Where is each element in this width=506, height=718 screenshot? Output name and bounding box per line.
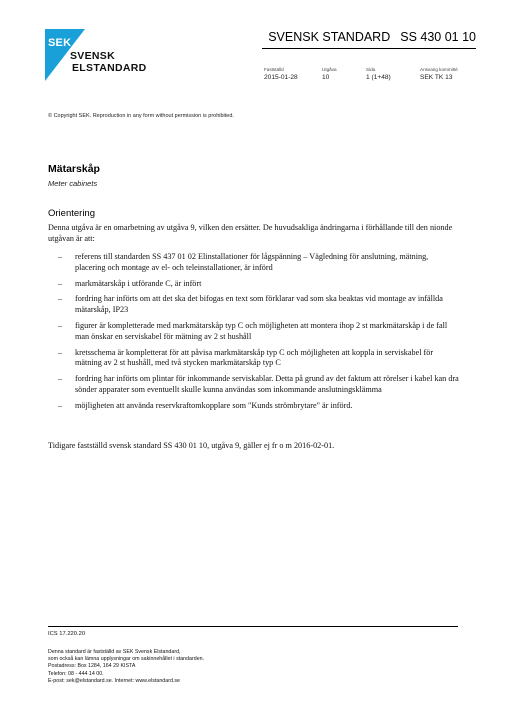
meta-value-sida: 1 (1+48) bbox=[366, 74, 391, 81]
list-dash: – bbox=[58, 294, 63, 304]
footer-line: som också kan lämna upplysningar om sakinnehållet i standarden. bbox=[48, 656, 205, 663]
document-subtitle: Meter cabinets bbox=[48, 179, 98, 188]
list-item-text: figurer är kompletterade med markmätarskåp typ C och möjligheten att montera ihop 2 st markmätarskåp i de fall man önskar en serviskabel för mätning av 2 st hushåll bbox=[75, 320, 448, 341]
list-item bbox=[58, 348, 460, 370]
list-item-text: referens till standarden SS 437 01 02 Elinstallationer för lågspänning – Vägledning för anslutning, mätning, placering och montage av el- och teleinstallationer, är införd bbox=[75, 252, 429, 272]
footer-line: Telefon: 08 - 444 14 00. bbox=[48, 670, 104, 677]
meta-label-sida: Sida bbox=[366, 67, 376, 72]
list-item bbox=[58, 252, 460, 274]
ics-code: ICS 17.220.20 bbox=[48, 631, 86, 637]
meta-label-kommitte: Ansvarig kommitté bbox=[420, 67, 458, 72]
footer-line[interactable]: E-post: sek@elstandard.se. Internet: www.elstandard.se bbox=[48, 677, 180, 684]
meta-value-utgava: 10 bbox=[322, 74, 330, 81]
meta-value-kommitte: SEK TK 13 bbox=[420, 74, 453, 81]
logo-line-1: SVENSK bbox=[70, 50, 115, 62]
section-heading: Orientering bbox=[48, 208, 95, 219]
changes-list bbox=[58, 252, 460, 417]
footer-line: Denna standard är fastställd av SEK Svensk Elstandard, bbox=[48, 649, 181, 655]
list-item-text: fordring har införts om plintar för inkommande serviskablar. Detta på grund av det faktum att rörelser i kabel kan dra sönder apparater som eventuellt skulle kunna användas som inkommande anslutningsklämma bbox=[75, 374, 459, 394]
standard-heading bbox=[268, 30, 476, 44]
meta-label-fastställd: Fastställd bbox=[264, 67, 284, 72]
footer-line: Postadress: Box 1284, 164 29 KISTA bbox=[48, 663, 136, 670]
list-item-text: fordring har införts om att det ska det bifogas en text som förklarar vad som ska beaktas vid montage av infällda mätarskåp, IP23 bbox=[75, 294, 443, 315]
list-dash: – bbox=[58, 374, 63, 384]
standard-label: SVENSK STANDARD bbox=[268, 30, 391, 44]
meta-value-fastställd: 2015-01-28 bbox=[264, 74, 298, 81]
standard-number: SS 430 01 10 bbox=[400, 30, 476, 44]
logo-line-2: ELSTANDARD bbox=[72, 62, 147, 74]
list-item bbox=[58, 279, 460, 290]
logo-badge-text: SEK bbox=[48, 37, 72, 49]
list-dash: – bbox=[58, 252, 63, 261]
meta-label-utgava: Utgåva bbox=[322, 67, 337, 72]
sek-logo bbox=[45, 29, 155, 89]
list-dash: – bbox=[58, 400, 63, 410]
footer-divider bbox=[48, 626, 458, 627]
list-dash: – bbox=[58, 320, 63, 330]
intro-paragraph: Denna utgåva är en omarbetning av utgåva 9, vilken den ersätter. De huvudsakliga ändringarna i förhållande till den nionde utgåvan är att: bbox=[48, 223, 453, 243]
list-item bbox=[58, 294, 460, 316]
list-dash: – bbox=[58, 347, 63, 357]
header-divider bbox=[262, 48, 476, 49]
list-item-text: möjligheten att använda reservkraftomkopplare som "Kunds strömbrytare" är införd. bbox=[75, 400, 353, 410]
list-item bbox=[58, 401, 460, 412]
list-item-text: markmätarskåp i utförande C, är infört bbox=[75, 278, 202, 288]
document-title: Mätarskåp bbox=[48, 163, 100, 175]
list-item bbox=[58, 374, 460, 396]
list-item-text: kretsschema är kompletterat för att påvisa markmätarskåp typ C och möjligheten att koppla in serviskabel för mätning av 2 st hushåll, med två stycken markmätarskåp typ C bbox=[75, 347, 434, 368]
list-dash: – bbox=[58, 278, 63, 288]
list-item bbox=[58, 321, 460, 343]
closing-paragraph: Tidigare fastställd svensk standard SS 430 01 10, utgåva 9, gäller ej fr o m 2016-02-01. bbox=[48, 441, 335, 450]
footer-contact bbox=[48, 649, 204, 685]
copyright-notice: © Copyright SEK. Reproduction in any form without permission is prohibited. bbox=[48, 113, 234, 119]
